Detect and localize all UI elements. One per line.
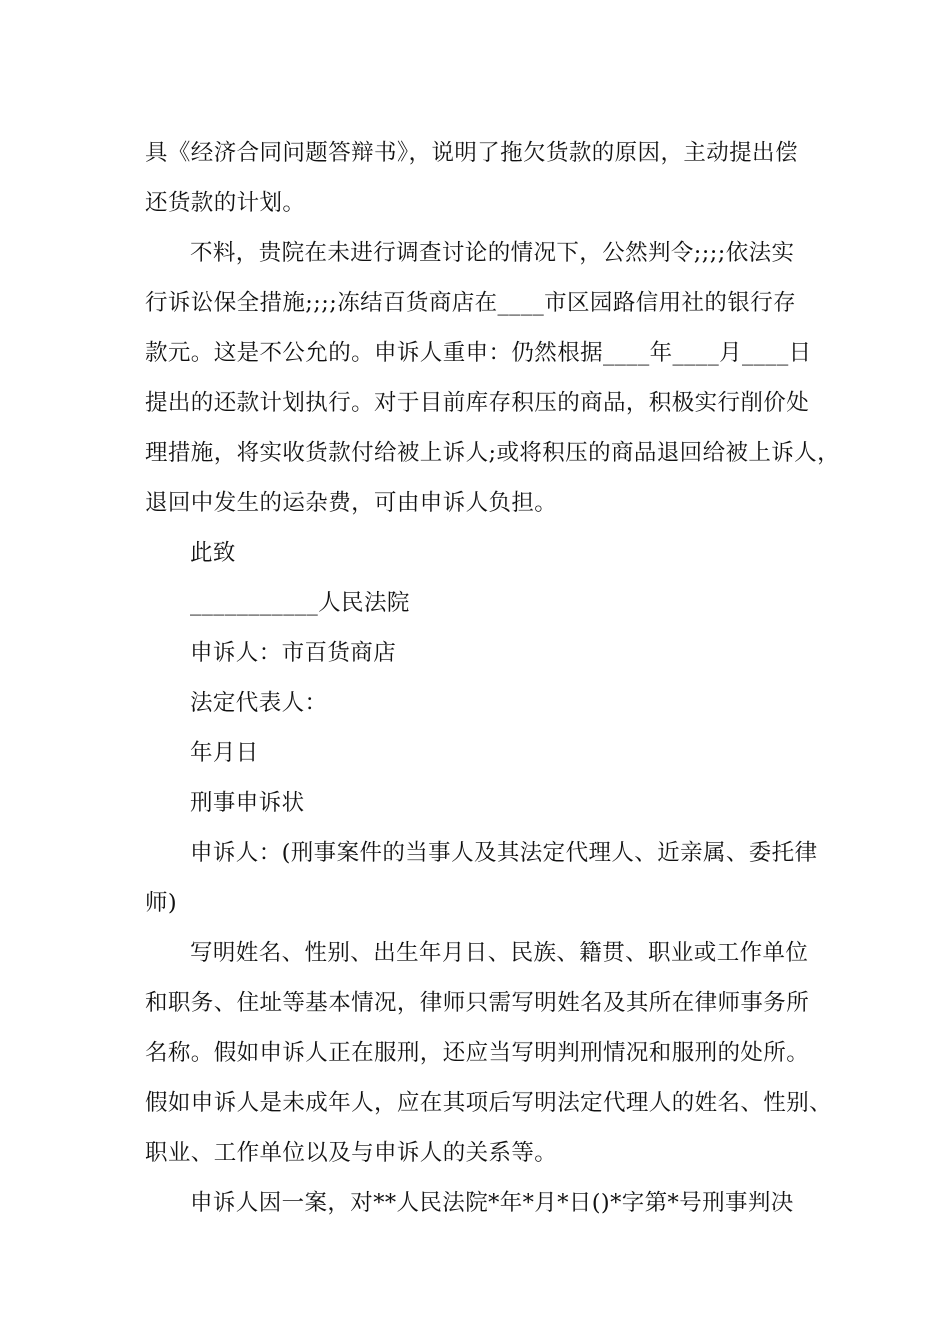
text-line: 假如申诉人是未成年人，应在其项后写明法定代理人的姓名、性别、 <box>145 1090 833 1116</box>
text-line: 还货款的计划。 <box>145 190 306 216</box>
text-line: 提出的还款计划执行。对于目前库存积压的商品，积极实行削价处 <box>145 390 810 416</box>
text-line: 师) <box>145 890 178 916</box>
text-line: 法定代表人： <box>190 690 328 716</box>
text-line: 名称。假如申诉人正在服刑，还应当写明判刑情况和服刑的处所。 <box>145 1040 810 1066</box>
text-line: 此致 <box>190 540 236 566</box>
text-line: 写明姓名、性别、出生年月日、民族、籍贯、职业或工作单位 <box>190 940 809 966</box>
text-line: 退回中发生的运杂费，可由申诉人负担。 <box>145 490 558 516</box>
document-body <box>145 128 840 1228</box>
text-line: 申诉人：市百货商店 <box>190 640 397 666</box>
text-line: 和职务、住址等基本情况，律师只需写明姓名及其所在律师事务所 <box>145 990 810 1016</box>
text-line: 刑事申诉状 <box>190 790 305 816</box>
text-line: 申诉人因一案，对**人民法院*年*月*日()*字第*号刑事判决 <box>190 1190 794 1216</box>
text-line: 行诉讼保全措施;;;;冻结百货商店在____市区园路信用社的银行存 <box>145 290 797 316</box>
text-line: 不料，贵院在未进行调查讨论的情况下，公然判令;;;;依法实 <box>190 240 795 266</box>
text-line: ___________人民法院 <box>190 590 410 616</box>
text-line: 年月日 <box>190 740 259 766</box>
text-line: 申诉人：(刑事案件的当事人及其法定代理人、近亲属、委托律 <box>190 840 818 866</box>
text-line: 款元。这是不公允的。申诉人重申：仍然根据____年____月____日 <box>145 340 812 366</box>
text-line: 职业、工作单位以及与申诉人的关系等。 <box>145 1140 558 1166</box>
text-line: 理措施，将实收货款付给被上诉人;或将积压的商品退回给被上诉人， <box>145 440 840 466</box>
text-line: 具《经济合同问题答辩书》，说明了拖欠货款的原因，主动提出偿 <box>145 140 798 166</box>
